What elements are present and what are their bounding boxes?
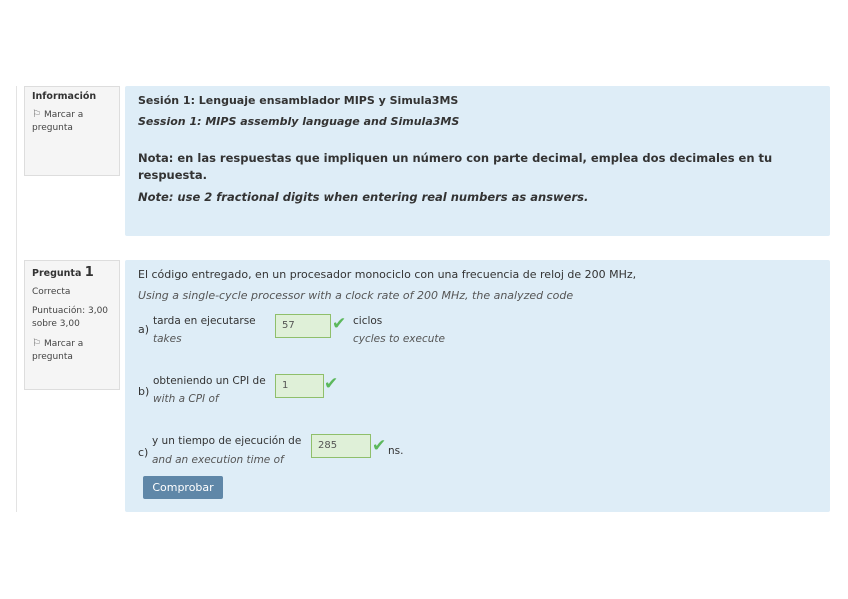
note-en: Note: use 2 fractional digits when entering real numbers as answers. (138, 190, 589, 204)
part-b-label-en: with a CPI of (153, 393, 219, 405)
info-sidebar (24, 86, 120, 176)
check-button[interactable]: Comprobar (143, 476, 223, 499)
page-divider-line (16, 86, 17, 512)
question-number: 1 (84, 265, 94, 280)
info-content (125, 86, 830, 236)
note-es: Nota: en las respuestas que impliquen un número con parte decimal, emplea dos decimales en tu respuesta. (138, 151, 773, 182)
session-title-en: Session 1: MIPS assembly language and Simula3MS (138, 115, 460, 128)
check-icon: ✔ (372, 436, 387, 456)
flag-icon: ⚐ (32, 338, 41, 349)
part-a-unit-en: cycles to execute (353, 333, 445, 345)
check-icon: ✔ (332, 314, 347, 334)
flag-label: Marcar a pregunta (32, 339, 84, 362)
answer-c-input[interactable]: 285 (311, 434, 371, 458)
answer-a-input[interactable]: 57 (275, 314, 331, 338)
flag-question-link[interactable] (32, 337, 112, 364)
part-a-letter: a) (138, 323, 150, 336)
check-icon: ✔ (324, 374, 339, 394)
flag-question-link[interactable] (32, 108, 112, 135)
question-status: Correcta (32, 287, 71, 297)
answer-b-input[interactable]: 1 (275, 374, 324, 398)
part-b-letter: b) (138, 385, 150, 398)
question-text-en: Using a single-cycle processor with a clock rate of 200 MHz, the analyzed code (138, 289, 574, 302)
part-b-label-es: obteniendo un CPI de (153, 375, 266, 387)
flag-label: Marcar a pregunta (32, 110, 84, 133)
question-sidebar (24, 260, 120, 390)
part-c-label-en: and an execution time of (152, 454, 284, 466)
info-title: Información (32, 91, 97, 102)
part-c-label-es: y un tiempo de ejecución de (152, 435, 302, 447)
session-title-es: Sesión 1: Lenguaje ensamblador MIPS y Simula3MS (138, 94, 459, 107)
part-c-unit-es: ns. (388, 445, 404, 457)
part-a-label-en: takes (153, 333, 182, 345)
part-c-letter: c) (138, 446, 149, 459)
part-a-label-es: tarda en ejecutarse (153, 315, 256, 327)
question-score: Puntuación: 3,00 sobre 3,00 (32, 306, 109, 329)
flag-icon: ⚐ (32, 109, 41, 120)
question-label: Pregunta (32, 268, 82, 279)
question-text-es: El código entregado, en un procesador monociclo con una frecuencia de reloj de 200 MHz, (138, 268, 637, 281)
part-a-unit-es: ciclos (353, 315, 383, 327)
